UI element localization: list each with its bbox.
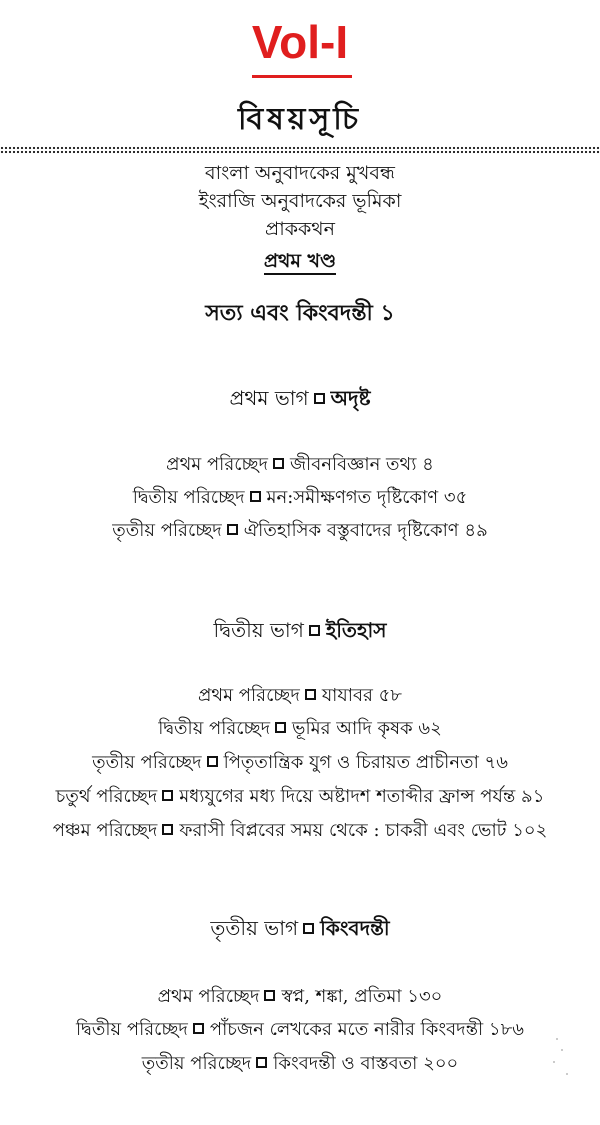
khanda-heading: প্রথম খণ্ড [0, 248, 600, 274]
front-matter-item: প্রাককথন [265, 218, 335, 240]
toc-entry: তৃতীয় পরিচ্ছেদ কিংবদন্তী ও বাস্তবতা ২০০ [141, 1053, 459, 1074]
square-box-icon [227, 524, 238, 535]
square-box-icon [273, 458, 284, 469]
toc-entry: তৃতীয় পরিচ্ছেদ পিতৃতান্ত্রিক যুগ ও চিরায়ত প্রাচীনতা ৭৬ [92, 752, 508, 773]
contents-title: বিষয়সূচি [237, 102, 363, 137]
square-box-icon [207, 756, 218, 767]
square-box-icon [314, 393, 325, 404]
scan-speck [556, 1038, 558, 1040]
toc-entry: পঞ্চম পরিচ্ছেদ ফরাসী বিপ্লবের সময় থেকে : চাকরী এবং ভোট ১০২ [52, 820, 548, 841]
front-matter-item: ইংরাজি অনুবাদকের ভূমিকা [198, 190, 402, 212]
scan-speck [566, 1073, 568, 1075]
square-box-icon [305, 689, 316, 700]
scan-speck [553, 1061, 555, 1063]
toc-entry: প্রথম পরিচ্ছেদ জীবনবিজ্ঞান তথ্য ৪ [166, 454, 434, 475]
scan-speck [561, 1049, 563, 1051]
part-title: সত্য এবং কিংবদন্তী ১ [205, 300, 395, 326]
section-heading: তৃতীয় ভাগ কিংবদন্তী [210, 916, 390, 940]
square-box-icon [275, 722, 286, 733]
square-box-icon [264, 990, 275, 1001]
volume-underline [252, 75, 352, 78]
square-box-icon [162, 824, 173, 835]
square-box-icon [162, 790, 173, 801]
volume-label: Vol-I [251, 16, 349, 68]
dotted-divider [0, 146, 600, 154]
toc-entry: প্রথম পরিচ্ছেদ স্বপ্ন, শঙ্কা, প্রতিমা ১৩০ [157, 986, 443, 1007]
toc-entry: প্রথম পরিচ্ছেদ যাযাবর ৫৮ [198, 685, 402, 706]
square-box-icon [193, 1023, 204, 1034]
square-box-icon [250, 491, 261, 502]
section-heading: প্রথম ভাগ অদৃষ্ট [229, 386, 371, 410]
toc-entry: তৃতীয় পরিচ্ছেদ ঐতিহাসিক বস্তুবাদের দৃষ্টিকোণ ৪৯ [112, 520, 488, 541]
square-box-icon [256, 1057, 267, 1068]
square-box-icon [303, 923, 314, 934]
front-matter-item: বাংলা অনুবাদকের মুখবন্ধ [205, 162, 395, 184]
toc-entry: দ্বিতীয় পরিচ্ছেদ ভূমির আদি কৃষক ৬২ [158, 718, 442, 739]
section-heading: দ্বিতীয় ভাগ ইতিহাস [213, 618, 387, 642]
toc-entry: দ্বিতীয় পরিচ্ছেদ মন:সমীক্ষণগত দৃষ্টিকোণ ৩৫ [132, 487, 468, 508]
toc-entry: দ্বিতীয় পরিচ্ছেদ পাঁচজন লেখকের মতে নারীর কিংবদন্তী ১৮৬ [76, 1019, 524, 1040]
square-box-icon [309, 625, 320, 636]
toc-entry: চতুর্থ পরিচ্ছেদ মধ্যযুগের মধ্য দিয়ে অষ্টাদশ শতাব্দীর ফ্রান্স পর্যন্ত ৯১ [55, 786, 545, 807]
